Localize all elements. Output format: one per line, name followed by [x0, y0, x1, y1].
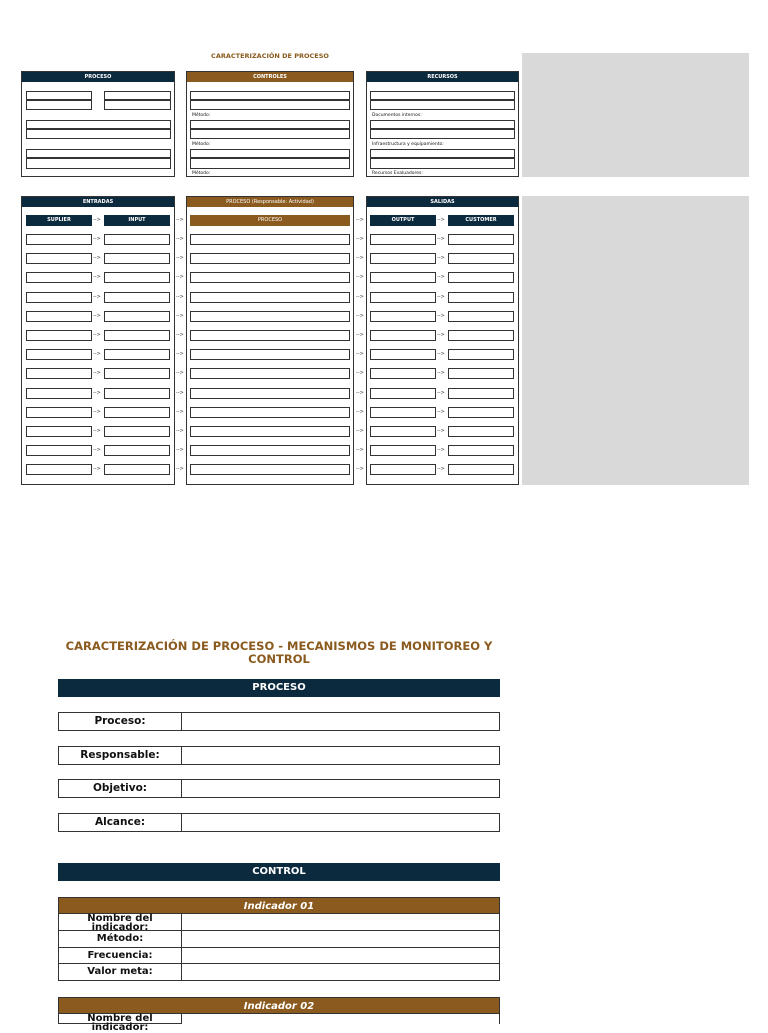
suplier-cell[interactable]: [26, 368, 92, 379]
arrow: -->: [176, 408, 184, 415]
arrow: -->: [356, 466, 364, 473]
arrow: -->: [93, 236, 101, 242]
indicador-01-metodo-label: Método:: [192, 113, 211, 118]
arrow: -->: [176, 274, 184, 281]
arrow: -->: [176, 428, 184, 434]
nombre-indicador-02-input[interactable]: [182, 1014, 500, 1024]
arrow: -->: [93, 332, 101, 338]
input-cell[interactable]: [104, 292, 170, 303]
arrow: -->: [176, 255, 184, 262]
suplier-cell[interactable]: [26, 330, 92, 341]
arrow: -->: [356, 428, 364, 434]
customer-cell[interactable]: [448, 426, 514, 437]
customer-cell[interactable]: [448, 234, 514, 245]
arrow: -->: [437, 466, 445, 473]
input-cell[interactable]: [104, 253, 170, 264]
output-header: OUTPUT: [370, 215, 436, 226]
proceso-cell[interactable]: [190, 368, 350, 379]
indicador-01-metodo[interactable]: [190, 100, 350, 118]
indicador-03-field[interactable]: [190, 149, 350, 158]
indicador-02-field[interactable]: [190, 120, 350, 129]
arrow: -->: [437, 389, 445, 396]
suplier-cell[interactable]: [26, 426, 92, 437]
proceso-cell[interactable]: [190, 349, 350, 360]
input-cell[interactable]: [104, 368, 170, 379]
customer-cell[interactable]: [448, 272, 514, 283]
gray-side-panel-top: [522, 53, 749, 177]
objetivo-field[interactable]: [26, 120, 171, 129]
arrow: -->: [356, 447, 364, 454]
output-cell[interactable]: [370, 272, 436, 283]
output-cell[interactable]: [370, 292, 436, 303]
recursos-humanos-field[interactable]: [370, 149, 515, 158]
infraestructura-equip-field[interactable]: [370, 129, 515, 147]
valor-meta-input[interactable]: [182, 964, 500, 981]
arrow: -->: [437, 293, 445, 300]
arrow: -->: [356, 351, 364, 358]
infraestructura-field[interactable]: [370, 120, 515, 129]
suplier-cell[interactable]: [26, 349, 92, 360]
arrow: -->: [437, 274, 445, 281]
arrow: -->: [176, 389, 184, 396]
suplier-cell[interactable]: [26, 272, 92, 283]
form-proceso-input[interactable]: [182, 712, 500, 731]
proceso-panel: [21, 71, 175, 177]
input-cell[interactable]: [104, 445, 170, 456]
customer-cell[interactable]: [448, 445, 514, 456]
arrow: -->: [176, 312, 184, 319]
recursos-panel-header: RECURSOS: [367, 72, 518, 82]
customer-cell[interactable]: [448, 407, 514, 418]
input-cell[interactable]: [104, 349, 170, 360]
proceso-cell[interactable]: [190, 311, 350, 322]
nombre-indicador-input[interactable]: [182, 914, 500, 931]
arrow: -->: [93, 312, 101, 319]
arrow: -->: [176, 293, 184, 300]
proceso-cell[interactable]: [190, 292, 350, 303]
sheet-title: CARACTERIZACIÓN DE PROCESO: [211, 52, 329, 60]
indicador-03-metodo[interactable]: [190, 158, 350, 176]
customer-cell[interactable]: [448, 311, 514, 322]
nombre-indicador-02-label: Nombre del indicador:: [58, 1014, 182, 1024]
form-proceso-label: Proceso:: [58, 712, 182, 731]
arrow: -->: [176, 236, 184, 242]
arrow: -->: [176, 466, 184, 473]
frecuencia-label: Frecuencia:: [58, 948, 182, 964]
entradas-header: ENTRADAS: [22, 197, 174, 207]
arrow: -->: [356, 312, 364, 319]
customer-cell[interactable]: [448, 368, 514, 379]
indicador-01-field[interactable]: [190, 91, 350, 100]
recursos-panel: [366, 71, 519, 177]
proceso-cell[interactable]: [190, 464, 350, 475]
responsable-field-value[interactable]: [104, 100, 171, 110]
arrow: -->: [93, 466, 101, 473]
proceso-cell[interactable]: [190, 426, 350, 437]
input-cell[interactable]: [104, 388, 170, 399]
indicador-02-metodo-label: Método:: [192, 142, 211, 147]
customer-cell[interactable]: [448, 464, 514, 475]
documentos-field[interactable]: [370, 91, 515, 100]
form-responsable-input[interactable]: [182, 746, 500, 765]
form-responsable-label: Responsable:: [58, 746, 182, 765]
arrow: -->: [356, 389, 364, 396]
arrow: -->: [176, 332, 184, 338]
arrow: -->: [437, 428, 445, 434]
arrow: -->: [437, 408, 445, 415]
arrow: -->: [356, 408, 364, 415]
form-alcance-input[interactable]: [182, 813, 500, 832]
form-control-header: CONTROL: [58, 863, 500, 881]
customer-header: CUSTOMER: [448, 215, 514, 226]
arrow: -->: [356, 274, 364, 281]
output-cell[interactable]: [370, 464, 436, 475]
output-cell[interactable]: [370, 445, 436, 456]
gray-side-panel-bottom: [522, 196, 749, 485]
proceso-panel-header: PROCESO: [22, 72, 174, 82]
arrow: -->: [93, 408, 101, 415]
proceso-cell[interactable]: [190, 272, 350, 283]
input-header: INPUT: [104, 215, 170, 226]
input-cell[interactable]: [104, 272, 170, 283]
suplier-cell[interactable]: [26, 464, 92, 475]
suplier-cell[interactable]: [26, 234, 92, 245]
input-cell[interactable]: [104, 311, 170, 322]
indicador-01-header: Indicador 01: [58, 897, 500, 914]
input-cell[interactable]: [104, 330, 170, 341]
indicador-02-metodo[interactable]: [190, 129, 350, 147]
arrow: -->: [437, 447, 445, 454]
recursos-evaluadores-label: Recursos Evaluadores:: [372, 171, 423, 176]
documentos-internos-label: Documentos internos:: [372, 113, 422, 118]
arrow: -->: [93, 389, 101, 396]
arrow: -->: [176, 351, 184, 358]
customer-cell[interactable]: [448, 253, 514, 264]
recursos-evaluadores-field[interactable]: [370, 158, 515, 176]
customer-cell[interactable]: [448, 292, 514, 303]
metodo-input[interactable]: [182, 931, 500, 948]
suplier-cell[interactable]: [26, 292, 92, 303]
arrow: -->: [93, 351, 101, 358]
suplier-cell[interactable]: [26, 445, 92, 456]
input-cell[interactable]: [104, 426, 170, 437]
suplier-cell[interactable]: [26, 253, 92, 264]
arrow: -->: [437, 312, 445, 319]
arrow: -->: [356, 217, 364, 223]
output-cell[interactable]: [370, 368, 436, 379]
arrow: -->: [437, 351, 445, 358]
form-alcance-label: Alcance:: [58, 813, 182, 832]
customer-cell[interactable]: [448, 330, 514, 341]
responsable-field[interactable]: [104, 91, 171, 100]
proceso-cell[interactable]: [190, 253, 350, 264]
arrow: -->: [356, 370, 364, 377]
infraestructura-equip-label: Infraestructura y equipamiento:: [372, 142, 444, 147]
nombre-indicador-label: Nombre del indicador:: [58, 914, 182, 931]
proceso-field-value[interactable]: [26, 100, 92, 110]
arrow: -->: [176, 447, 184, 454]
indicador-02-header: Indicador 02: [58, 997, 500, 1014]
suplier-header: SUPLIER: [26, 215, 92, 226]
input-cell[interactable]: [104, 234, 170, 245]
arrow: -->: [437, 332, 445, 338]
output-cell[interactable]: [370, 234, 436, 245]
arrow: -->: [356, 255, 364, 262]
documentos-internos-field[interactable]: [370, 100, 515, 118]
form-proceso-header: PROCESO: [58, 679, 500, 697]
arrow: -->: [93, 274, 101, 281]
input-cell[interactable]: [104, 464, 170, 475]
frecuencia-input[interactable]: [182, 948, 500, 964]
customer-cell[interactable]: [448, 388, 514, 399]
form-title: CARACTERIZACIÓN DE PROCESO - MECANISMOS DE MONITOREO Y CONTROL: [65, 639, 493, 666]
input-cell[interactable]: [104, 407, 170, 418]
arrow: -->: [176, 217, 184, 223]
arrow: -->: [93, 428, 101, 434]
arrow: -->: [93, 255, 101, 262]
arrow: -->: [176, 370, 184, 377]
metodo-label: Método:: [58, 931, 182, 948]
suplier-cell[interactable]: [26, 311, 92, 322]
output-cell[interactable]: [370, 426, 436, 437]
salidas-header: SALIDAS: [367, 197, 518, 207]
form-objetivo-input[interactable]: [182, 779, 500, 798]
proceso-field[interactable]: [26, 91, 92, 100]
indicador-03-metodo-label: Método:: [192, 171, 211, 176]
controles-panel-header: CONTROLES: [187, 72, 353, 82]
output-cell[interactable]: [370, 349, 436, 360]
proceso-cell[interactable]: [190, 330, 350, 341]
output-cell[interactable]: [370, 311, 436, 322]
arrow: -->: [93, 217, 101, 223]
proceso-cell[interactable]: [190, 388, 350, 399]
valor-meta-label: Valor meta:: [58, 964, 182, 981]
arrow: -->: [356, 293, 364, 300]
arrow: -->: [356, 236, 364, 242]
arrow: -->: [356, 332, 364, 338]
proceso-cell[interactable]: [190, 445, 350, 456]
suplier-cell[interactable]: [26, 407, 92, 418]
output-cell[interactable]: [370, 388, 436, 399]
suplier-cell[interactable]: [26, 388, 92, 399]
output-cell[interactable]: [370, 253, 436, 264]
controles-panel: [186, 71, 354, 177]
objetivo-field-value[interactable]: [26, 129, 171, 139]
output-cell[interactable]: [370, 330, 436, 341]
proceso-cell[interactable]: [190, 407, 350, 418]
proceso-cell[interactable]: [190, 234, 350, 245]
arrow: -->: [437, 370, 445, 377]
alcance-field-value[interactable]: [26, 158, 171, 169]
arrow: -->: [93, 447, 101, 454]
arrow: -->: [437, 217, 445, 223]
arrow: -->: [437, 236, 445, 242]
alcance-field[interactable]: [26, 149, 171, 158]
arrow: -->: [93, 293, 101, 300]
form-objetivo-label: Objetivo:: [58, 779, 182, 798]
arrow: -->: [437, 255, 445, 262]
proceso-column-header: PROCESO: [190, 215, 350, 226]
proceso-flow-header: PROCESO (Responsable: Actividad): [187, 197, 353, 207]
arrow: -->: [93, 370, 101, 377]
output-cell[interactable]: [370, 407, 436, 418]
customer-cell[interactable]: [448, 349, 514, 360]
